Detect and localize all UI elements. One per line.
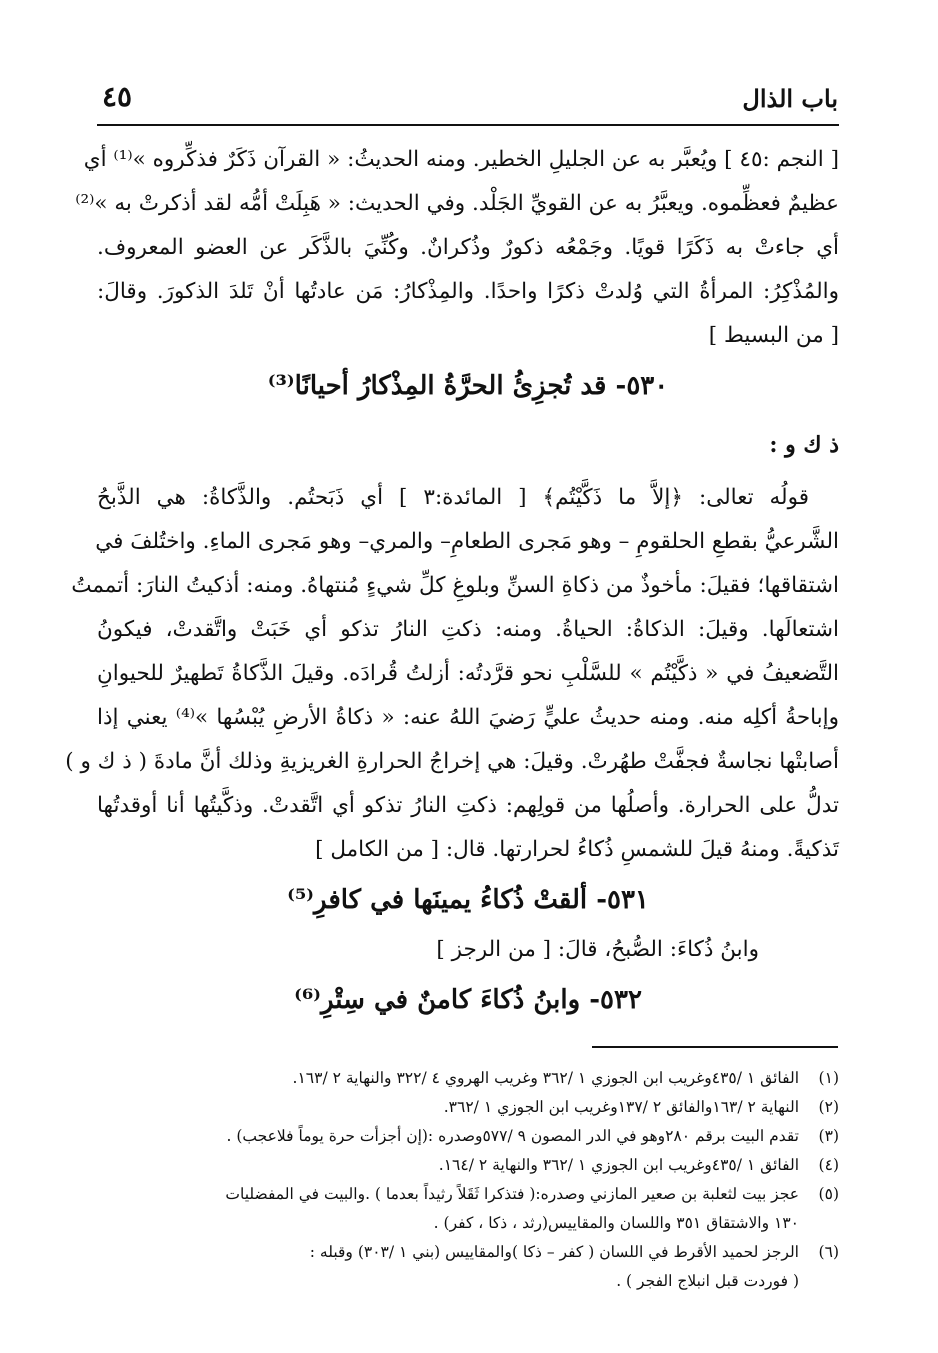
page-header xyxy=(102,78,838,118)
footnote-text: الرجز لحميد الأقرط في اللسان ( كفر – ذكا )والمقاييس (بني ١ /٣٠٣) وقبله : xyxy=(309,1243,799,1261)
footnotes xyxy=(97,1064,839,1296)
footnote-number: (٥) xyxy=(818,1185,839,1203)
footnote-divider xyxy=(592,1046,838,1048)
section-heading: ذ ك و : xyxy=(769,432,839,458)
text-line: قولُه تعالى: ﴿إلاَّ ما ذَكَّيْتُم﴾ [ المائدة:٣ ] أي ذَبَحتُم. والذَّكاةُ: هي الذَّبحُ xyxy=(97,485,809,510)
header-divider xyxy=(97,124,839,126)
footnote-2 xyxy=(97,1093,839,1122)
text-line: اشتقاقها؛ فقيلَ: مأخوذٌ من ذكاةِ السنِّ وبلوغِ كلِّ شيءٍ مُنتهاهُ. ومنه: أذكيتُ النارَ: أتممتُ xyxy=(71,573,839,598)
text-line: تدلُّ على الحرارة. وأصلُها من قولِهم: ذكتِ النارُ تذكو أي اتَّقدتْ. وذكَّيتُها أنا أوقدتُها xyxy=(97,793,839,818)
footnote-number: (١) xyxy=(818,1069,839,1087)
footnote-5 xyxy=(97,1180,839,1209)
footnote-text: عجز بيت لثعلبة بن صعير المازني وصدره:( فتذكرا ثَقَلاً رثيداً بعدما ) .والبيت في المفضليات xyxy=(225,1185,799,1203)
footnote-6 xyxy=(97,1238,839,1267)
chapter-title: باب الذال xyxy=(742,84,838,113)
verse-532: ٥٣٢- وابنُ ذُكاءَ كامنٌ في سِتْرِ⁽⁶⁾ xyxy=(294,985,642,1015)
text-line: والمُذْكِرُ: المرأةُ التي وُلدتْ ذكرًا واحدًا. والمِذْكارُ: مَن عادتُها أنْ تَلدَ الذكورَ. وقالَ: xyxy=(97,279,839,304)
text-line: اشتعالَها. وقيلَ: الذكاةُ: الحياةُ. ومنه: ذكتِ النارُ تذكو أي خَبَتْ واتَّقدتْ، فيكونُ xyxy=(97,617,839,642)
text-line: أصابتْها نجاسةٌ فجفَّتْ طهُرتْ. وقيلَ: هي إخراجُ الحرارةِ الغريزيةِ وذلك أنَّ مادةَ ( ذ ك و ) xyxy=(65,749,839,774)
footnote-number: (٣) xyxy=(818,1127,839,1145)
text-line: تَذكيةً. ومنهُ قيلَ للشمسِ ذُكاءُ لحرارتها. قال: [ من الكامل ] xyxy=(315,837,839,862)
page-number: ٤٥ xyxy=(102,80,133,113)
footnote-3 xyxy=(97,1122,839,1151)
footnote-6-continued: ( فوردت قبل انبلاج الفجر ) . xyxy=(616,1272,799,1290)
footnote-5-continued: ١٣٠ والاشتقاق ٣٥١ واللسان والمقاييس(رثد ، ذكا ، كفر) . xyxy=(433,1214,799,1232)
text-line: وابنُ ذُكاءَ: الصُّبحُ، قالَ: [ من الرجز ] xyxy=(436,937,759,962)
verse-531: ٥٣١- ألقتْ ذُكاءُ يمينَها في كافرِ⁽⁵⁾ xyxy=(287,885,649,915)
footnote-text: الفائق ١ /٤٣٥وغريب ابن الجوزي ١ /٣٦٢ والنهاية ٢ /١٦٤. xyxy=(438,1156,799,1174)
footnote-1 xyxy=(97,1064,839,1093)
text-line: وإباحةُ أكلِه منه. ومنه حديثُ عليٍّ رَضيَ اللهُ عنه: « ذكاةُ الأرضِ يُبْسُها »⁽⁴⁾ يعني إذا xyxy=(97,705,839,730)
meter-label: [ من البسيط ] xyxy=(708,323,839,348)
verse-530: ٥٣٠- قد تُجزِئُ الحرَّةُ المِذْكارُ أحيانًا⁽³⁾ xyxy=(267,371,669,401)
text-line: عظيمٌ فعظِّموه. ويعبَّرُ به عن القويِّ الجَلْد. وفي الحديث: « هَبِلَتْ أمُّه لقد أذكرتْ به »⁽²⁾ xyxy=(75,191,839,216)
main-text xyxy=(65,138,839,1028)
footnote-text: النهاية ٢ /١٦٣والفائق ٢ /١٣٧وغريب ابن الجوزي ١ /٣٦٢. xyxy=(443,1098,799,1116)
footnote-text: الفائق ١ /٤٣٥وغريب ابن الجوزي ١ /٣٦٢ وغريب الهروي ٤ /٣٢٢ والنهاية ٢ /١٦٣. xyxy=(292,1069,799,1087)
footnote-text: تقدم البيت برقم ٢٨٠وهو في الدر المصون ٩ /٥٧٧وصدره :(إن أجزأت حرة يوماً فلاعجب) . xyxy=(226,1127,799,1145)
text-line: التَّضعيفُ في « ذكَّيْتُم » للسَّلْبِ نحو قرَّدتُه: أزلتُ قُرادَه. وقيلَ الذَّكاةُ تَطهيرٌ للحيوانِ xyxy=(97,661,839,686)
footnote-4 xyxy=(97,1151,839,1180)
footnote-number: (٦) xyxy=(818,1243,839,1261)
text-line: [ النجم :٤٥ ] ويُعبَّر به عن الجليلِ الخطير. ومنه الحديثُ: « القرآن ذَكَرٌ فذكِّروه »⁽¹⁾ أي xyxy=(83,147,839,172)
text-line: الشَّرعيُّ بقطعِ الحلقومِ – وهو مَجرى الطعامِ– والمري– وهو مَجرى الماءِ. واختُلفَ في xyxy=(95,529,839,554)
text-line: أي جاءتْ به ذَكَرًا قويًا. وجَمْعُه ذكورٌ وذُكرانٌ. وكُنِّيَ بالذَّكَر عن العضو المعروف. xyxy=(97,235,839,260)
footnote-number: (٤) xyxy=(818,1156,839,1174)
footnote-number: (٢) xyxy=(818,1098,839,1116)
